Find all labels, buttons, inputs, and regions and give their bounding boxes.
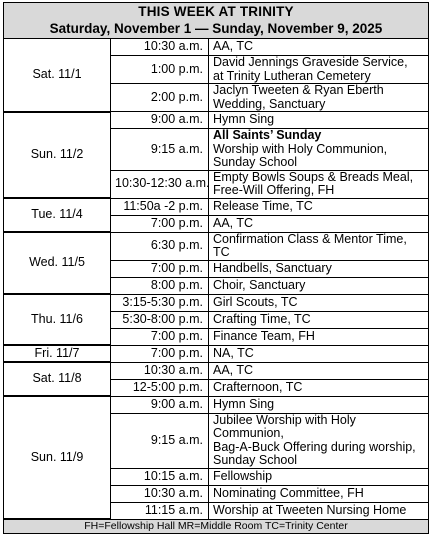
event-line: Hymn Sing <box>213 112 275 127</box>
schedule-row <box>4 396 429 413</box>
event-line: Worship at Tweeten Nursing Home <box>213 502 407 517</box>
weekly-schedule <box>3 2 429 534</box>
event-description <box>209 311 429 328</box>
event-line: Sunday School <box>213 453 298 467</box>
event-description <box>209 170 429 198</box>
day-cell: Tue. 11/4 <box>4 198 111 232</box>
event-line: Girl Scouts, TC <box>213 294 298 309</box>
schedule-row <box>4 345 429 362</box>
event-time: 1:00 p.m. <box>111 56 209 84</box>
event-description <box>209 502 429 519</box>
event-time: 11:15 a.m. <box>111 502 209 519</box>
schedule-date-range: Saturday, November 1 — Sunday, November 9, 2025 <box>49 21 383 36</box>
event-line: Fellowship <box>213 468 273 483</box>
event-line: Bag-A-Buck Offering during worship, <box>213 439 416 454</box>
event-time: 11:50a -2 p.m. <box>111 198 209 215</box>
event-description <box>209 112 429 129</box>
event-time: 10:30 a.m. <box>111 39 209 56</box>
event-description <box>209 84 429 112</box>
event-description <box>209 328 429 345</box>
event-description <box>209 396 429 413</box>
event-time: 5:30-8:00 p.m. <box>111 311 209 328</box>
event-time: 7:00 p.m. <box>111 345 209 362</box>
day-cell: Sat. 11/1 <box>4 39 111 112</box>
event-description <box>209 129 429 171</box>
event-line: Crafting Time, TC <box>213 311 311 326</box>
event-time: 7:00 p.m. <box>111 260 209 277</box>
schedule-row <box>4 198 429 215</box>
event-description <box>209 56 429 84</box>
event-time: 12-5:00 p.m. <box>111 379 209 396</box>
event-line: Jubilee Worship with Holy Communion, <box>213 412 356 440</box>
event-description <box>209 39 429 56</box>
event-time: 9:00 a.m. <box>111 112 209 129</box>
event-line: Release Time, TC <box>213 198 313 213</box>
event-line: Empty Bowls Soups & Breads Meal, <box>213 169 414 184</box>
event-description <box>209 345 429 362</box>
event-time: 10:30-12:30 a.m. <box>111 170 209 198</box>
event-line: AA, TC <box>213 362 254 377</box>
event-description <box>209 468 429 485</box>
schedule-row <box>4 362 429 379</box>
event-description <box>209 485 429 502</box>
event-description <box>209 215 429 232</box>
schedule-row <box>4 232 429 260</box>
event-line: Choir, Sanctuary <box>213 277 306 292</box>
event-time: 9:15 a.m. <box>111 129 209 171</box>
day-cell: Sat. 11/8 <box>4 362 111 396</box>
event-time: 8:00 p.m. <box>111 277 209 294</box>
day-cell: Wed. 11/5 <box>4 232 111 294</box>
event-line: Wedding, Sanctuary <box>213 96 326 111</box>
event-description <box>209 260 429 277</box>
event-line: Jaclyn Tweeten & Ryan Eberth <box>213 83 384 97</box>
event-description <box>209 362 429 379</box>
event-line: Nominating Committee, FH <box>213 485 364 500</box>
schedule-table <box>3 38 429 520</box>
event-description <box>209 232 429 260</box>
schedule-header <box>3 2 429 38</box>
schedule-row <box>4 112 429 129</box>
event-line: NA, TC <box>213 345 254 360</box>
event-description <box>209 277 429 294</box>
event-time: 10:30 a.m. <box>111 362 209 379</box>
schedule-title: THIS WEEK AT TRINITY <box>138 4 294 19</box>
event-line: David Jennings Graveside Service, <box>213 55 408 69</box>
event-time: 7:00 p.m. <box>111 328 209 345</box>
event-time: 2:00 p.m. <box>111 84 209 112</box>
event-time: 9:00 a.m. <box>111 396 209 413</box>
event-time: 6:30 p.m. <box>111 232 209 260</box>
event-time: 3:15-5:30 p.m. <box>111 294 209 311</box>
day-cell: Sun. 11/2 <box>4 112 111 199</box>
event-line: Finance Team, FH <box>213 328 315 343</box>
event-line: Worship with Holy Communion, <box>213 141 388 156</box>
event-line: AA, TC <box>213 39 254 54</box>
event-line: Crafternoon, TC <box>213 379 303 394</box>
day-cell: Fri. 11/7 <box>4 345 111 362</box>
event-description <box>209 294 429 311</box>
day-cell: Sun. 11/9 <box>4 396 111 519</box>
event-line: Free-Will Offering, FH <box>213 183 335 197</box>
event-time: 7:00 p.m. <box>111 215 209 232</box>
day-cell: Thu. 11/6 <box>4 294 111 345</box>
event-line: at Trinity Lutheran Cemetery <box>213 68 371 83</box>
legend-footer: FH=Fellowship Hall MR=Middle Room TC=Trinity Center <box>3 520 429 534</box>
event-time: 10:15 a.m. <box>111 468 209 485</box>
event-line: Handbells, Sanctuary <box>213 260 332 275</box>
schedule-row <box>4 39 429 56</box>
event-line: AA, TC <box>213 215 254 230</box>
event-description <box>209 379 429 396</box>
event-line: All Saints’ Sunday <box>213 128 322 142</box>
event-line: Hymn Sing <box>213 396 275 411</box>
event-line: Sunday School <box>213 155 298 169</box>
schedule-row <box>4 294 429 311</box>
event-description <box>209 413 429 468</box>
event-description <box>209 198 429 215</box>
event-time: 9:15 a.m. <box>111 413 209 468</box>
event-line: Confirmation Class & Mentor Time, TC <box>213 231 407 259</box>
event-time: 10:30 a.m. <box>111 485 209 502</box>
